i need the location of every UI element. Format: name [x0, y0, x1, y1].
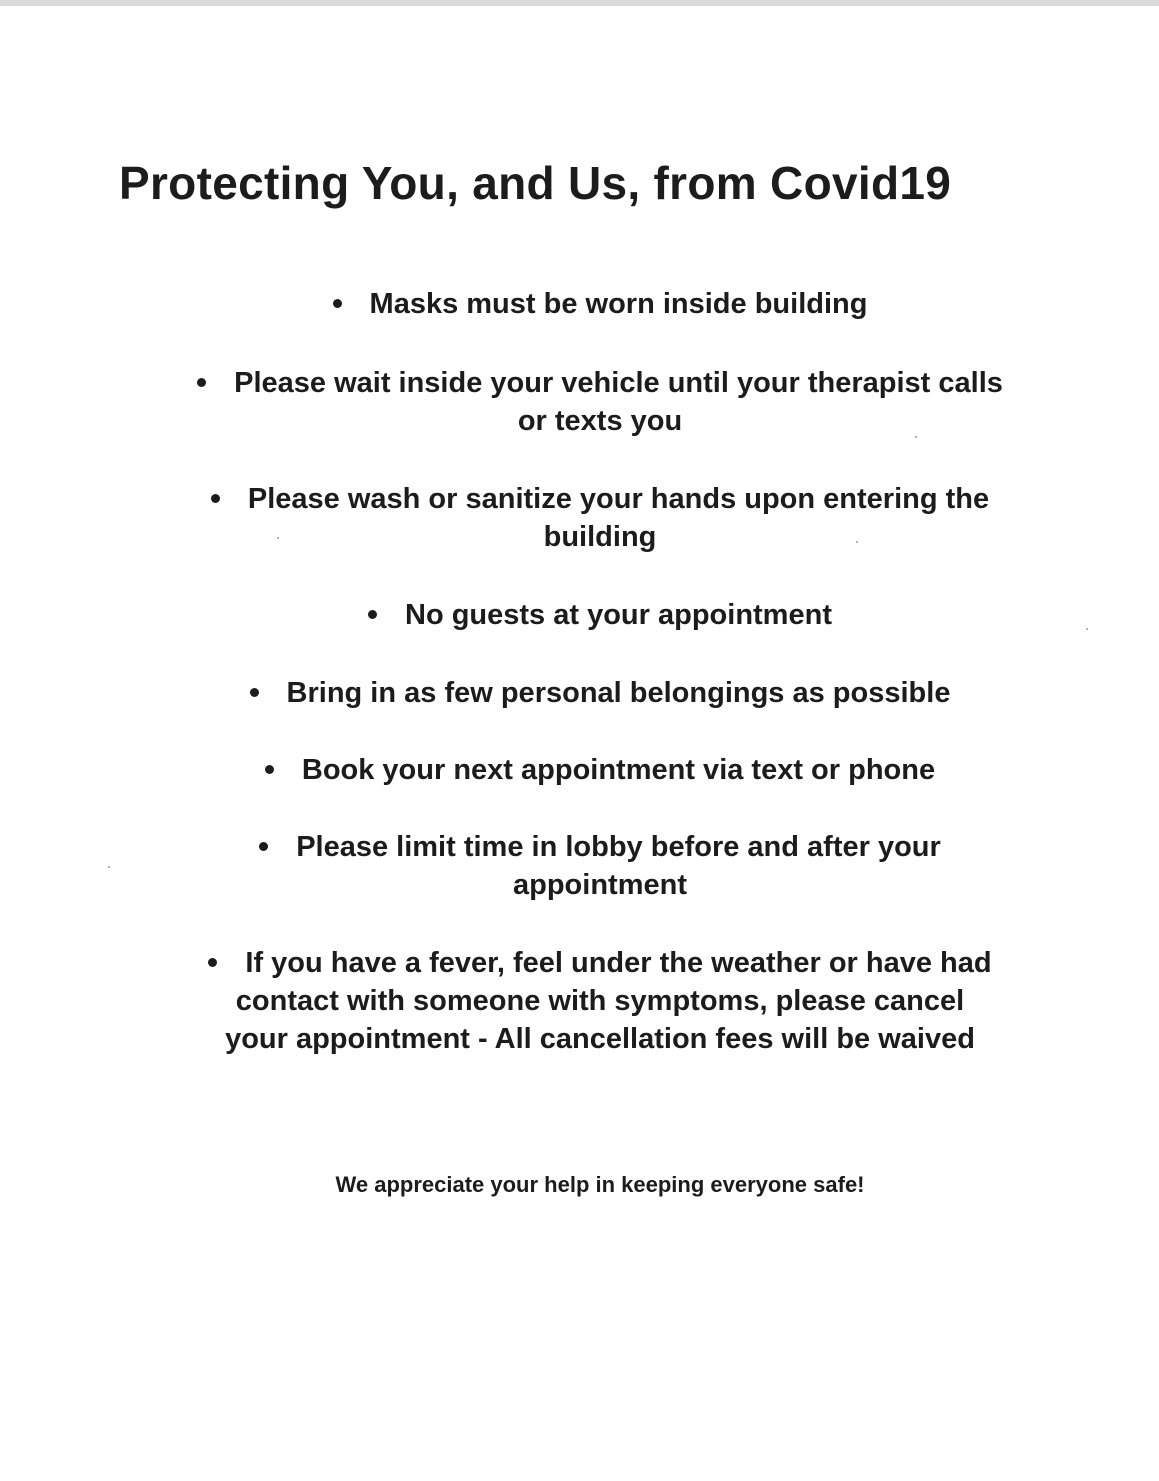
rule-text-continued: appointment: [513, 869, 687, 901]
rule-text-continued: contact with someone with symptoms, please cancel: [235, 985, 965, 1017]
bullet-icon: [250, 688, 259, 697]
scan-top-edge: [0, 0, 1159, 6]
scan-speck: [277, 537, 279, 539]
rule-text: Bring in as few personal belongings as possible: [286, 677, 951, 709]
scan-speck: [1086, 628, 1088, 630]
rule-text: Book your next appointment via text or phone: [301, 754, 936, 786]
rule-item-fever-cancel: [100, 944, 1100, 1058]
scan-speck: [856, 541, 858, 543]
rule-item-book-next: [100, 751, 1100, 789]
rule-text-continued: building: [543, 521, 657, 553]
scan-speck: [915, 436, 917, 438]
bullet-icon: [259, 842, 268, 851]
rule-text: Please limit time in lobby before and after your: [296, 831, 941, 863]
closing-note: We appreciate your help in keeping everyone safe!: [335, 1172, 865, 1197]
rule-item-wash-hands: [100, 480, 1100, 556]
bullet-icon: [265, 765, 274, 774]
rule-text: Please wait inside your vehicle until your therapist calls: [234, 367, 1003, 399]
rule-text-continued: your appointment - All cancellation fees will be waived: [225, 1023, 975, 1055]
rule-text: Masks must be worn inside building: [369, 288, 868, 320]
page-title: Protecting You, and Us, from Covid19: [119, 157, 952, 209]
rule-text: No guests at your appointment: [405, 599, 832, 631]
bullet-icon: [211, 494, 220, 503]
rule-text: Please wash or sanitize your hands upon entering the: [247, 483, 990, 515]
rule-item-limit-lobby: [100, 828, 1100, 904]
rule-item-wait-in-vehicle: [100, 364, 1100, 440]
rule-item-no-guests: [100, 596, 1100, 634]
rule-item-masks: [100, 285, 1100, 323]
rule-text: If you have a fever, feel under the weather or have had: [245, 947, 992, 979]
scan-speck: [108, 866, 110, 868]
rule-item-belongings: [100, 674, 1100, 712]
bullet-icon: [368, 610, 377, 619]
bullet-icon: [208, 958, 217, 967]
bullet-icon: [333, 299, 342, 308]
bullet-icon: [197, 378, 206, 387]
rule-text-continued: or texts you: [517, 405, 683, 437]
